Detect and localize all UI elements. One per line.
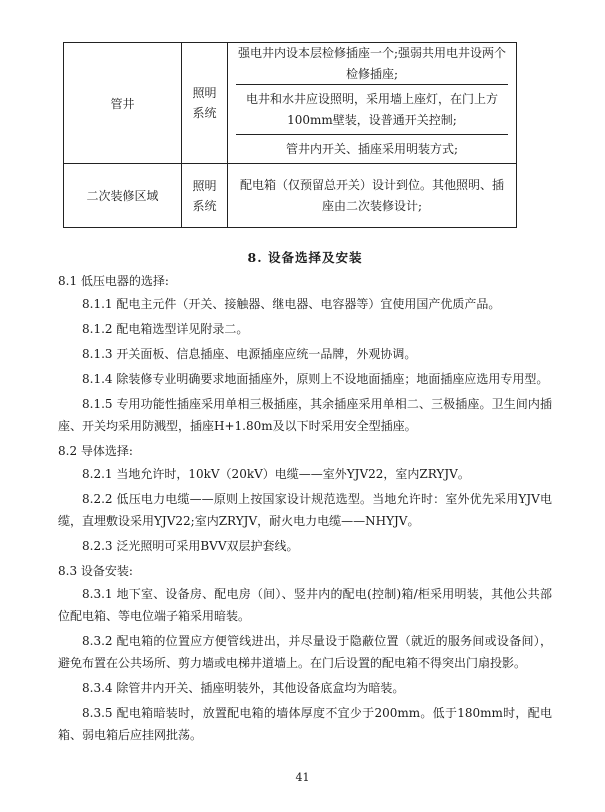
system-cell bbox=[182, 164, 228, 228]
clause: 8.1.2 配电箱选型详见附录二。 bbox=[82, 322, 249, 336]
description-cell bbox=[228, 164, 517, 228]
system-cell bbox=[182, 43, 228, 164]
spec-table bbox=[63, 42, 517, 228]
description-item: 电井和水井应设照明，采用墙上座灯，在门上方100mm壁装，设普通开关控制; bbox=[236, 85, 508, 135]
area-cell: 二次装修区域 bbox=[64, 164, 182, 228]
system-label-line: 照明 bbox=[192, 178, 217, 193]
subsection-heading: 8.3 设备安装: bbox=[58, 564, 133, 578]
section-title: 8. 设备选择及安装 bbox=[247, 250, 363, 265]
area-cell: 管井 bbox=[64, 43, 182, 164]
clause: 8.3.5 配电箱暗装时，放置配电箱的墙体厚度不宜少于200mm。低于180mm时，配电箱、弱电箱后应挂网批荡。 bbox=[58, 706, 552, 742]
page-number: 41 bbox=[295, 771, 310, 784]
clause: 8.2.3 泛光照明可采用BVV双层护套线。 bbox=[82, 539, 299, 553]
clause: 8.1.3 开关面板、信息插座、电源插座应统一品牌，外观协调。 bbox=[82, 347, 417, 361]
clause: 8.1.1 配电主元件（开关、接触器、继电器、电容器等）宜使用国产优质产品。 bbox=[82, 297, 501, 311]
clause: 8.3.2 配电箱的位置应方便管线进出，并尽量设于隐蔽位置（就近的服务间或设备间），避免布置在公共场所、剪力墙或电梯井道墙上。在门后设置的配电箱不得突出门扇投影。 bbox=[58, 634, 552, 670]
clause: 8.3.4 除管井内开关、插座明装外，其他设备底盒均为暗装。 bbox=[82, 681, 405, 695]
system-label-line: 照明 bbox=[192, 86, 217, 100]
clause: 8.3.1 地下室、设备房、配电房（间）、竖井内的配电(控制)箱/柜采用明装，其他公共部位配电箱、等电位端子箱采用暗装。 bbox=[58, 587, 552, 623]
clause: 8.1.5 专用功能性插座采用单相三极插座，其余插座采用单相二、三极插座。卫生间内插座、开关均采用防溅型，插座H+1.80m及以下时采用安全型插座。 bbox=[58, 397, 552, 433]
clause: 8.2.2 低压电力电缆——原则上按国家设计规范选型。当地允许时：室外优先采用YJV电缆，直埋敷设采用YJV22;室内ZRYJV，耐火电力电缆——NHYJV。 bbox=[58, 492, 552, 528]
subsection-heading: 8.1 低压电器的选择: bbox=[58, 274, 169, 288]
subsection-heading: 8.2 导体选择: bbox=[58, 444, 133, 458]
description-item: 强电井内设本层检修插座一个;强弱共用电井设两个检修插座; bbox=[236, 43, 508, 85]
system-label-line: 系统 bbox=[192, 198, 217, 213]
clause: 8.1.4 除装修专业明确要求地面插座外，原则上不设地面插座；地面插座应选用专用型。 bbox=[82, 372, 549, 386]
system-label-line: 系统 bbox=[192, 106, 217, 120]
clause: 8.2.1 当地允许时，10kV（20kV）电缆——室外YJV22，室内ZRYJV。 bbox=[82, 467, 470, 481]
description-cell bbox=[228, 43, 517, 164]
description-item: 管井内开关、插座采用明装方式; bbox=[285, 142, 459, 156]
table-row bbox=[64, 164, 517, 228]
description-item: 配电箱（仅预留总开关）设计到位。其他照明、插座由二次装修设计; bbox=[239, 177, 504, 213]
table-row bbox=[64, 43, 517, 164]
document-body bbox=[58, 247, 552, 749]
